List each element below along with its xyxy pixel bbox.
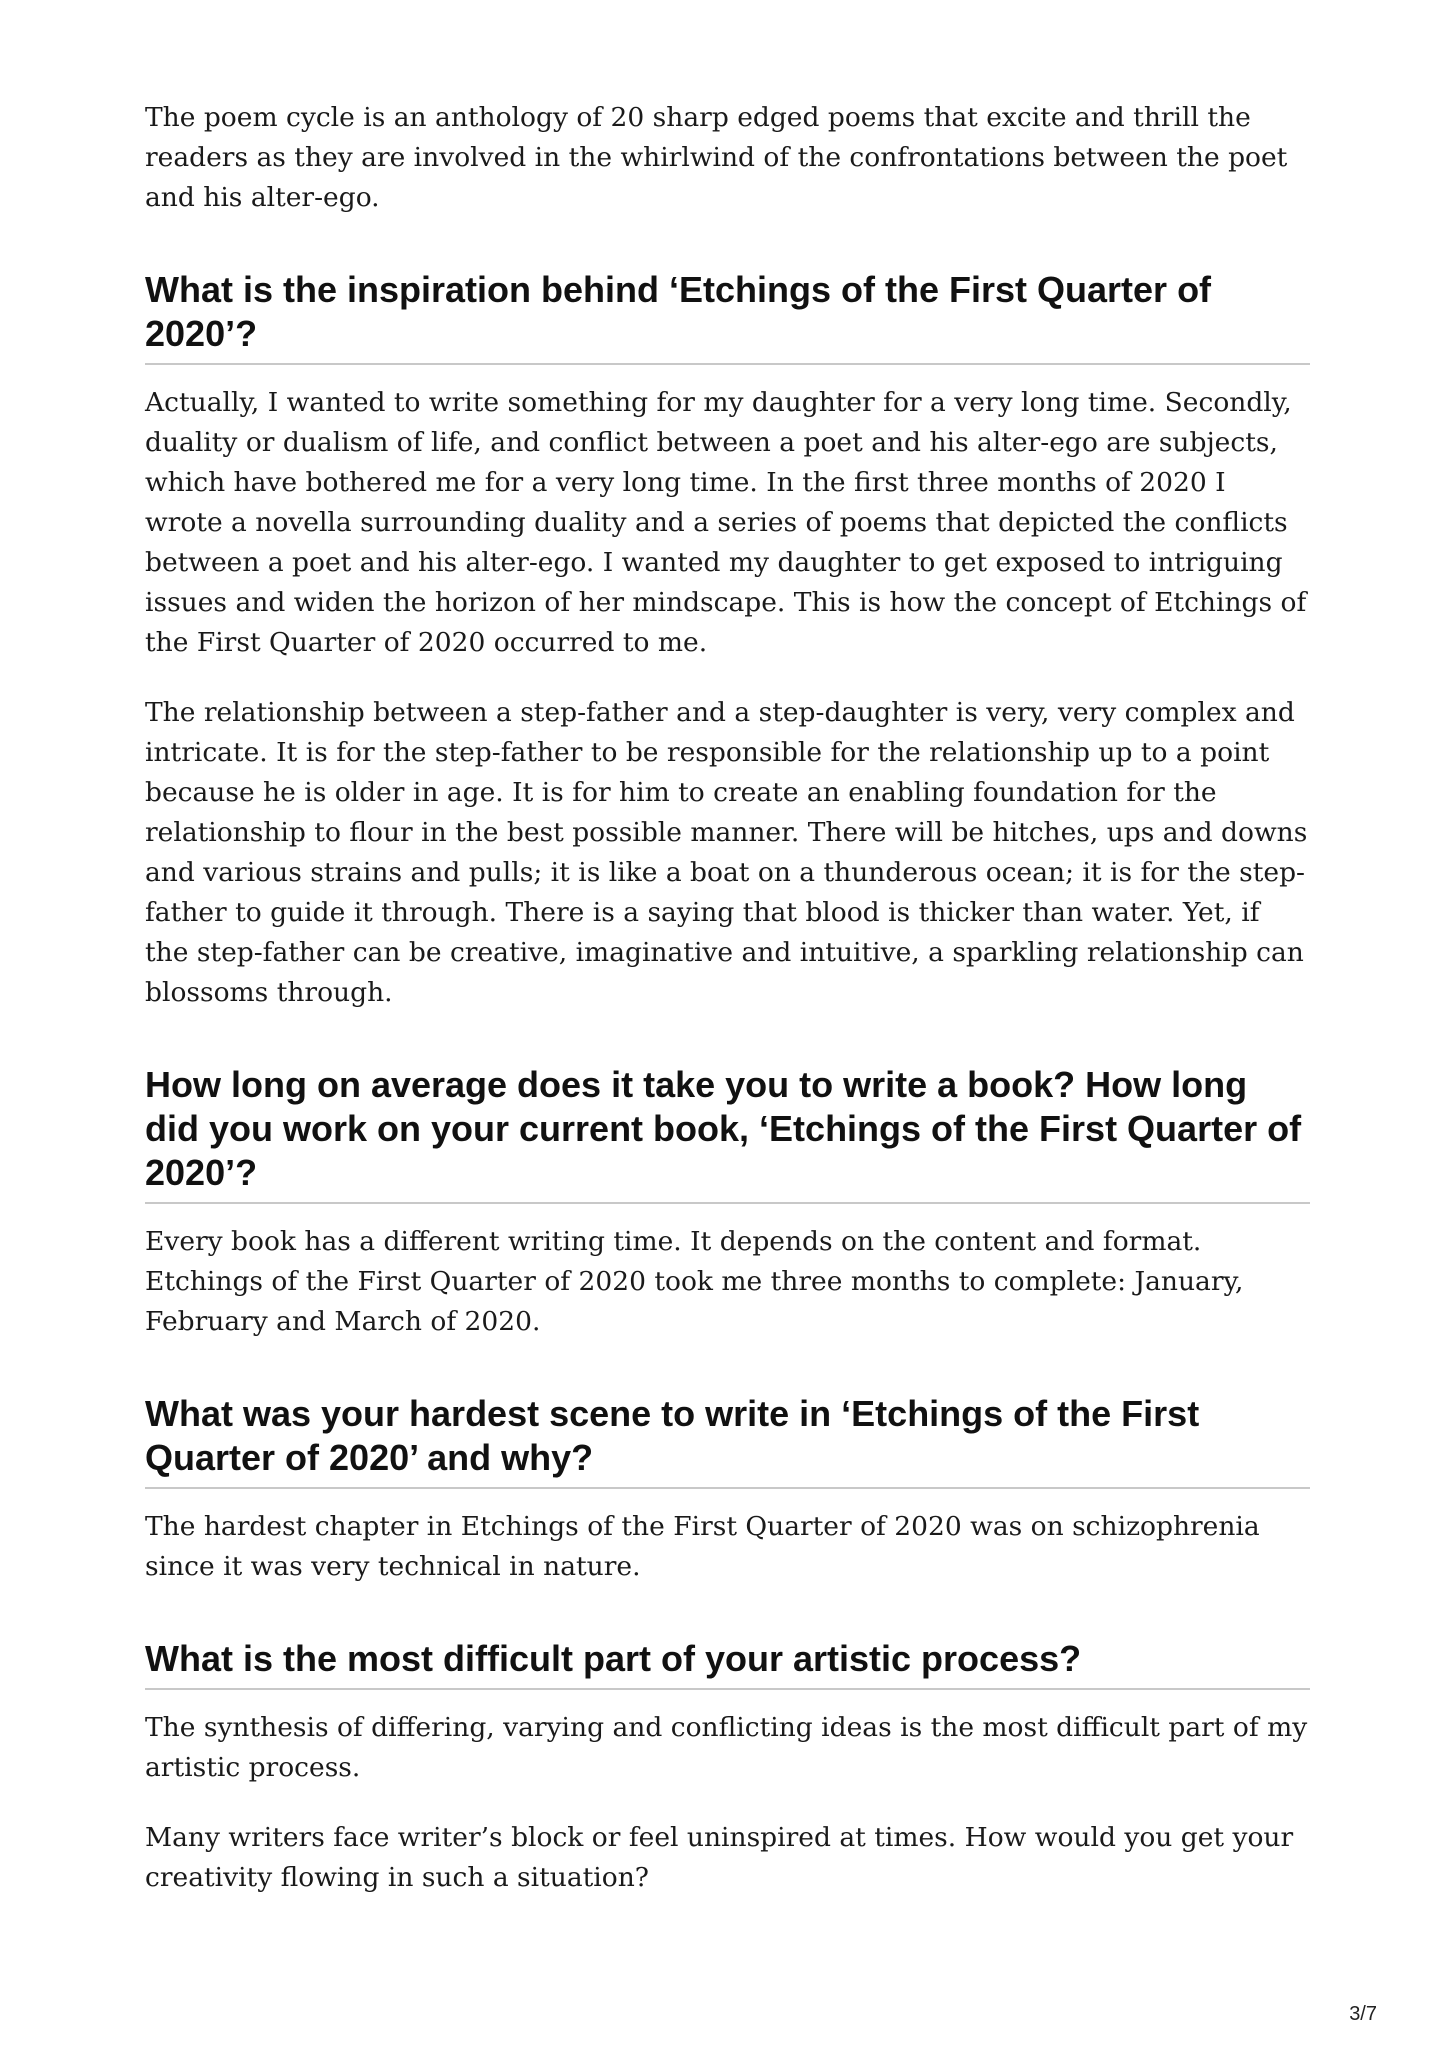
paragraph: Many writers face writer’s block or feel uninspired at times. How would you get your creativity flowing in such a situation?: [145, 1822, 1294, 1893]
paragraph: The synthesis of differing, varying and conflicting ideas is the most difficult part of my artistic process.: [145, 1712, 1308, 1783]
section-heading: How long on average does it take you to write a book? How long did you work on your current book, ‘Etchings of the First Quarter of 2020’?: [145, 1063, 1310, 1204]
section-artistic-process: [145, 1637, 1310, 1898]
section-writing-time: [145, 1063, 1310, 1342]
section-inspiration: [145, 268, 1310, 1013]
section-heading: What is the most difficult part of your artistic process?: [145, 1637, 1310, 1690]
section-heading: What is the inspiration behind ‘Etchings of the First Quarter of 2020’?: [145, 268, 1310, 365]
paragraph: Actually, I wanted to write something for my daughter for a very long time. Secondly, duality or dualism of life, and conflict between a poet and his alter-ego are subjects, which have bothered me for a very long time. In the first three months of 2020 I wrote a novella surrounding duality and a series of poems that depicted the conflicts between a poet and his alter-ego. I wanted my daughter to get exposed to intriguing issues and widen the horizon of her mindscape. This is how the concept of Etchings of the First Quarter of 2020 occurred to me.: [145, 387, 1307, 658]
paragraph: The hardest chapter in Etchings of the First Quarter of 2020 was on schizophrenia since it was very technical in nature.: [145, 1511, 1260, 1582]
section-hardest-scene: [145, 1392, 1310, 1587]
paragraph: The relationship between a step-father and a step-daughter is very, very complex and intricate. It is for the step-father to be responsible for the relationship up to a point because he is older in age. It is for him to create an enabling foundation for the relationship to flour in the best possible manner. There will be hitches, ups and downs and various strains and pulls; it is like a boat on a thunderous ocean; it is for the step-father to guide it through. There is a saying that blood is thicker than water. Yet, if the step-father can be creative, imaginative and intuitive, a sparkling relationship can blossoms through.: [145, 697, 1308, 1008]
intro-paragraph: The poem cycle is an anthology of 20 sharp edged poems that excite and thrill the readers as they are involved in the whirlwind of the confrontations between the poet and his alter-ego.: [145, 102, 1288, 213]
article-body: [145, 98, 1310, 1928]
paragraph: Every book has a different writing time. It depends on the content and format. Etchings of the First Quarter of 2020 took me three months to complete: January, February and March of 2020.: [145, 1226, 1244, 1337]
page-number: 3/7: [1349, 2003, 1377, 2025]
section-heading: What was your hardest scene to write in ‘Etchings of the First Quarter of 2020’ and why?: [145, 1392, 1310, 1489]
